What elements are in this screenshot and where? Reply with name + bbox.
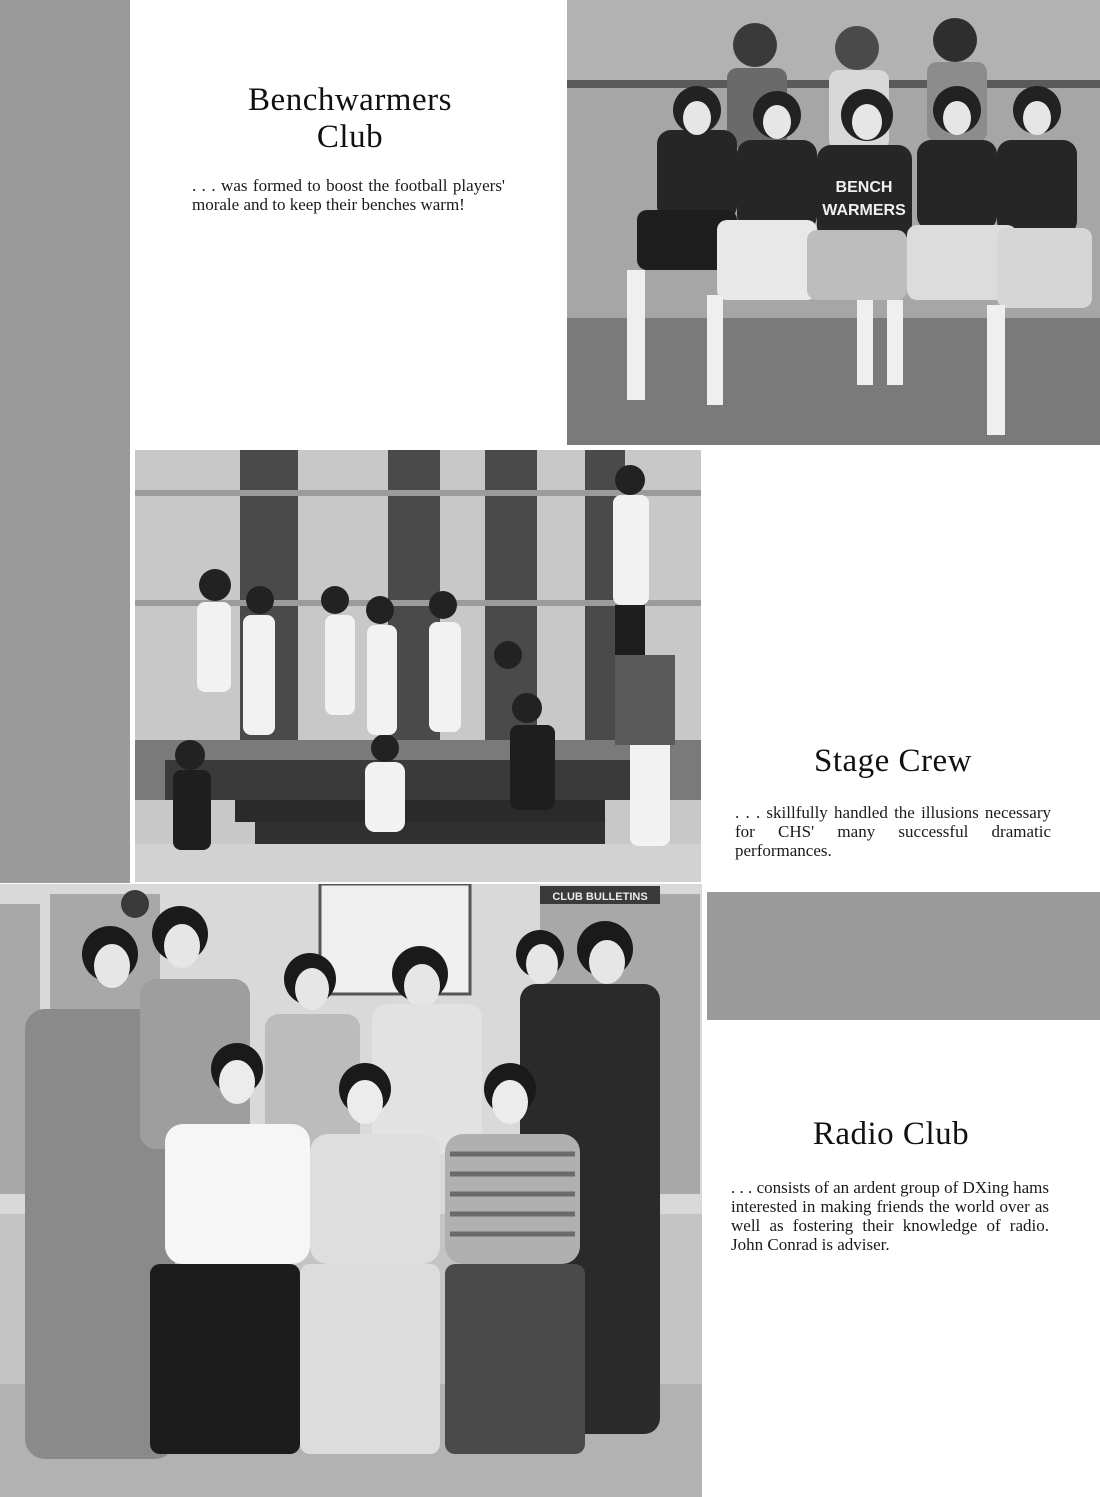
sweater-lettering-2: WARMERS [822, 202, 906, 219]
sweater-lettering-1: BENCH [835, 179, 893, 196]
radio-club-photo [0, 884, 702, 1497]
benchwarmers-caption: . . . was formed to boost the football players' morale and to keep their benches warm! [192, 176, 505, 214]
stage-crew-caption: . . . skillfully handled the illusions necessary for CHS' many successful dramatic performances. [735, 803, 1051, 860]
stage-crew-photo [135, 450, 701, 882]
stage-crew-title: Stage Crew [813, 743, 973, 779]
benchwarmers-title-line2: Club [316, 119, 384, 155]
radio-club-caption: . . . consists of an ardent group of DXing hams interested in making friends the world over as well as fostering their knowledge of radio. John Conrad is adviser. [731, 1178, 1049, 1254]
right-gray-block [707, 892, 1100, 1020]
benchwarmers-title [160, 82, 540, 156]
benchwarmers-photo [567, 0, 1100, 445]
radio-club-title: Radio Club [812, 1116, 970, 1152]
left-gray-band [0, 0, 130, 883]
bulletin-sign-text: CLUB BULLETINS [552, 891, 648, 903]
benchwarmers-title-line1: Benchwarmers [248, 82, 452, 118]
